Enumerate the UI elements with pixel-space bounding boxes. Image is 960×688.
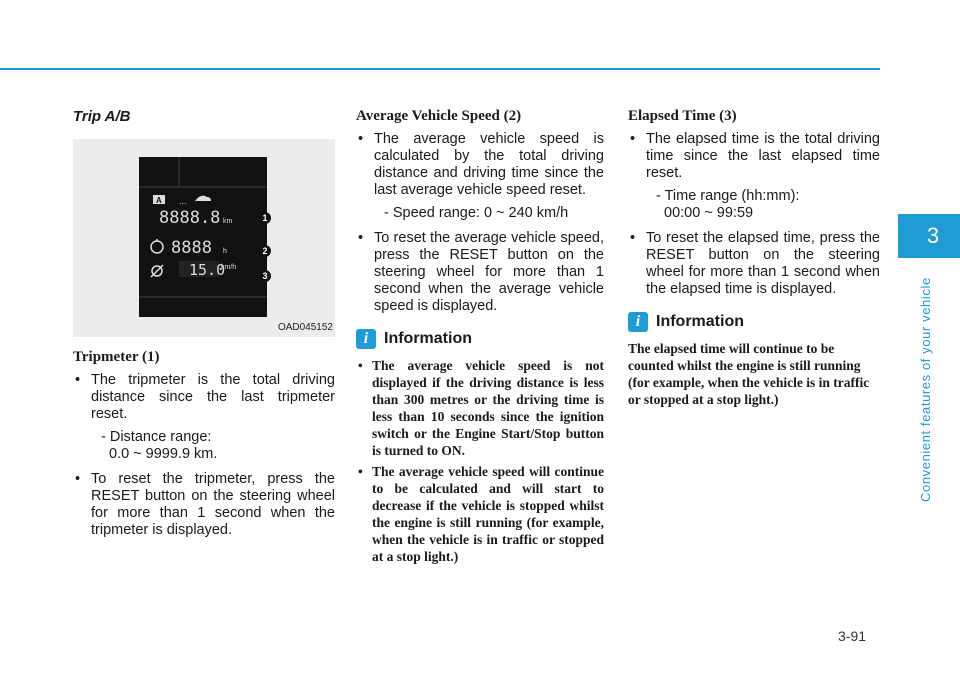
chapter-title: Convenient features of your vehicle bbox=[918, 277, 933, 502]
callout-1: 1 bbox=[259, 212, 271, 224]
display-time: 8888 bbox=[171, 238, 212, 258]
column-trip bbox=[73, 108, 335, 545]
avg-speed-info-header bbox=[356, 329, 604, 349]
display-speed-unit: km/h bbox=[221, 264, 237, 271]
cluster-display bbox=[139, 157, 267, 317]
trip-a-label: A bbox=[156, 196, 162, 205]
header-rule bbox=[0, 68, 880, 70]
avg-speed-bullet-1: • The average vehicle speed is calculated by the total driving distance and driving time since the last average vehicle speed reset. bbox=[356, 131, 604, 199]
display-speed: 15.0 bbox=[189, 261, 226, 279]
elapsed-bullet-2: • To reset the elapsed time, press the RESET button on the steering wheel for more than 1 second when the elapsed time is displayed. bbox=[628, 230, 880, 298]
elapsed-info-text: The elapsed time will continue to be counted whilst the engine is still running (for example, when the vehicle is in traffic or stopped at a stop light.) bbox=[628, 341, 870, 407]
elapsed-info-header bbox=[628, 312, 880, 332]
tripmeter-bullet-1: • The tripmeter is the total driving distance since the last tripmeter reset. bbox=[73, 372, 335, 423]
cluster-figure bbox=[73, 139, 335, 337]
elapsed-bullet-1: • The elapsed time is the total driving time since the last elapsed time reset. bbox=[628, 131, 880, 182]
avg-speed-info-1: • The average vehicle speed is not displayed if the driving distance is less than 300 metres or the driving time is less than 10 seconds since the ignition switch or the Engine Start/Stop button is turned to ON. bbox=[356, 357, 604, 459]
callout-3: 3 bbox=[259, 270, 271, 282]
display-odo-unit: km bbox=[223, 218, 233, 225]
avg-speed-heading: Average Vehicle Speed (2) bbox=[356, 108, 522, 124]
chapter-number: 3 bbox=[926, 223, 940, 248]
column-average-speed bbox=[356, 108, 604, 569]
callout-2: 2 bbox=[259, 245, 271, 257]
elapsed-heading: Elapsed Time (3) bbox=[628, 108, 737, 124]
chapter-tab bbox=[898, 214, 960, 258]
trip-heading: Trip A/B bbox=[73, 108, 131, 125]
tripmeter-bullet-2: • To reset the tripmeter, press the RESET button on the steering wheel for more than 1 second when the tripmeter is displayed. bbox=[73, 471, 335, 539]
display-time-unit: h bbox=[223, 248, 227, 255]
cluster-display-graphic bbox=[139, 157, 267, 317]
avg-speed-range: - Speed range: 0 ~ 240 km/h bbox=[384, 205, 569, 221]
chapter-title-vertical bbox=[918, 272, 950, 502]
avg-speed-bullet-2: • To reset the average vehicle speed, press the RESET button on the steering wheel for more than 1 second when the average vehicle speed is displayed. bbox=[356, 230, 604, 315]
avg-speed-info-2: • The average vehicle speed will continue to be calculated and will start to decrease if the vehicle is stopped whilst the engine is still running (for example, when the vehicle is in traffic or stopped at a stop light.) bbox=[356, 463, 604, 565]
info-title: Information bbox=[384, 330, 472, 347]
tripmeter-range-label: - Distance range: bbox=[101, 429, 212, 445]
car-icon bbox=[195, 196, 211, 201]
display-odo: 8888.8 bbox=[159, 208, 221, 228]
tripmeter-range-value: 0.0 ~ 9999.9 km. bbox=[109, 446, 218, 462]
elapsed-range-label: - Time range (hh:mm): bbox=[656, 188, 800, 204]
display-dots: ... bbox=[179, 196, 187, 206]
info-title: Information bbox=[656, 313, 744, 330]
column-elapsed-time bbox=[628, 108, 880, 408]
stopwatch-icon bbox=[151, 241, 163, 253]
figure-ref-code: OAD045152 bbox=[277, 322, 333, 333]
elapsed-range-value: 00:00 ~ 99:59 bbox=[664, 205, 754, 221]
tripmeter-heading: Tripmeter (1) bbox=[73, 349, 160, 365]
page-number: 3-91 bbox=[838, 628, 867, 644]
info-icon: i bbox=[628, 312, 648, 332]
info-icon: i bbox=[356, 329, 376, 349]
